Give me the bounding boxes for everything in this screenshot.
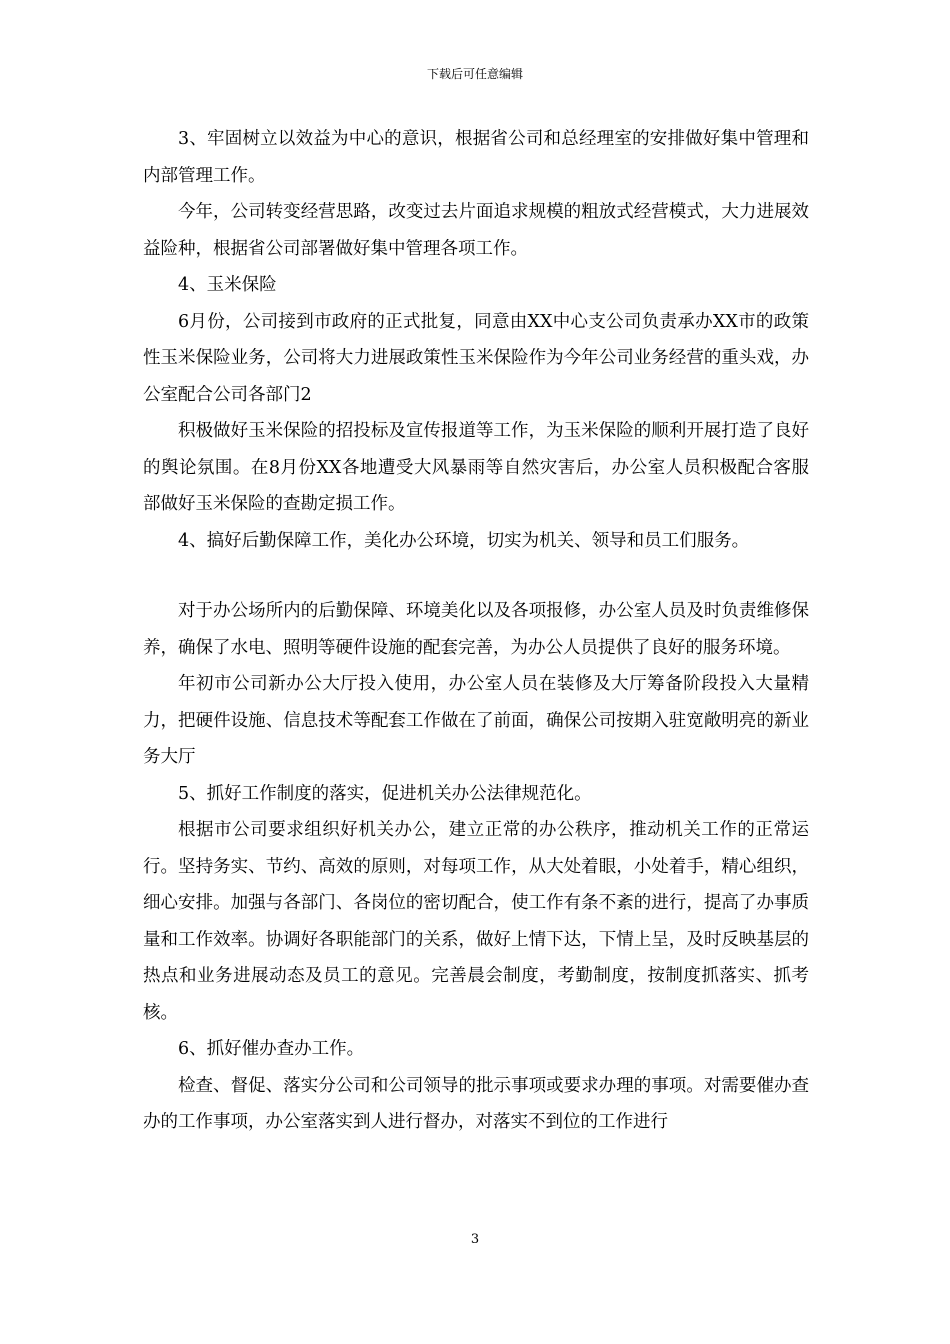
paragraph-efficiency: 今年，公司转变经营思路，改变过去片面追求规模的粗放式经营模式，大力进展效益险种，根据省公司部署做好集中管理各项工作。: [143, 202, 809, 259]
paragraph-corn-insurance-heading: 4、玉米保险: [178, 275, 277, 295]
header-note: 下载后可任意编辑: [426, 67, 523, 81]
page-number: 3: [470, 1232, 480, 1247]
paragraph-new-hall: 年初市公司新办公大厅投入使用，办公室人员在装修及大厅筹备阶段投入大量精力，把硬件设施、信息技术等配套工作做在了前面，确保公司按期入驻宽敞明亮的新业务大厅: [143, 674, 809, 767]
paragraph-corn-insurance-publicity: 积极做好玉米保险的招投标及宣传报道等工作，为玉米保险的顺利开展打造了良好的舆论氛围。在8月份XX各地遭受大风暴雨等自然灾害后，办公室人员积极配合客服部做好玉米保险的查勘定损工作。: [143, 421, 809, 514]
document-body: [143, 121, 809, 1141]
paragraph-item-3-heading: 3、牢固树立以效益为中心的意识，根据省公司和总经理室的安排做好集中管理和内部管理工作。: [143, 129, 809, 186]
paragraph-logistics-heading: 4、搞好后勤保障工作，美化办公环境，切实为机关、领导和员工们服务。: [178, 530, 750, 551]
paragraph-rules-heading: 5、抓好工作制度的落实，促进机关办公法律规范化。: [178, 783, 592, 804]
paragraph-corn-insurance-approval: 6月份，公司接到市政府的正式批复，同意由XX中心支公司负责承办XX市的政策性玉米保险业务，公司将大力进展政策性玉米保险作为今年公司业务经营的重头戏，办公室配合公司各部门2: [143, 311, 809, 405]
paragraph-supervision-detail: 检查、督促、落实分公司和公司领导的批示事项或要求办理的事项。对需要催办查办的工作事项，办公室落实到人进行督办，对落实不到位的工作进行: [143, 1075, 809, 1132]
paragraph-gap: [143, 559, 809, 593]
paragraph-supervision-heading: 6、抓好催办查办工作。: [178, 1039, 365, 1059]
paragraph-rules-detail: 根据市公司要求组织好机关办公，建立正常的办公秩序，推动机关工作的正常运行。坚持务实、节约、高效的原则，对每项工作，从大处着眼，小处着手，精心组织，细心安排。加强与各部门、各岗位的密切配合，使工作有条不紊的进行，提高了办事质量和工作效率。协调好各职能部门的关系，做好上情下达，下情上呈，及时反映基层的热点和业务进展动态及员工的意见。完善晨会制度，考勤制度，按制度抓落实、抓考核。: [143, 820, 809, 1023]
paragraph-logistics-maintenance: 对于办公场所内的后勤保障、环境美化以及各项报修，办公室人员及时负责维修保养，确保了水电、照明等硬件设施的配套完善，为办公人员提供了良好的服务环境。: [143, 601, 809, 658]
